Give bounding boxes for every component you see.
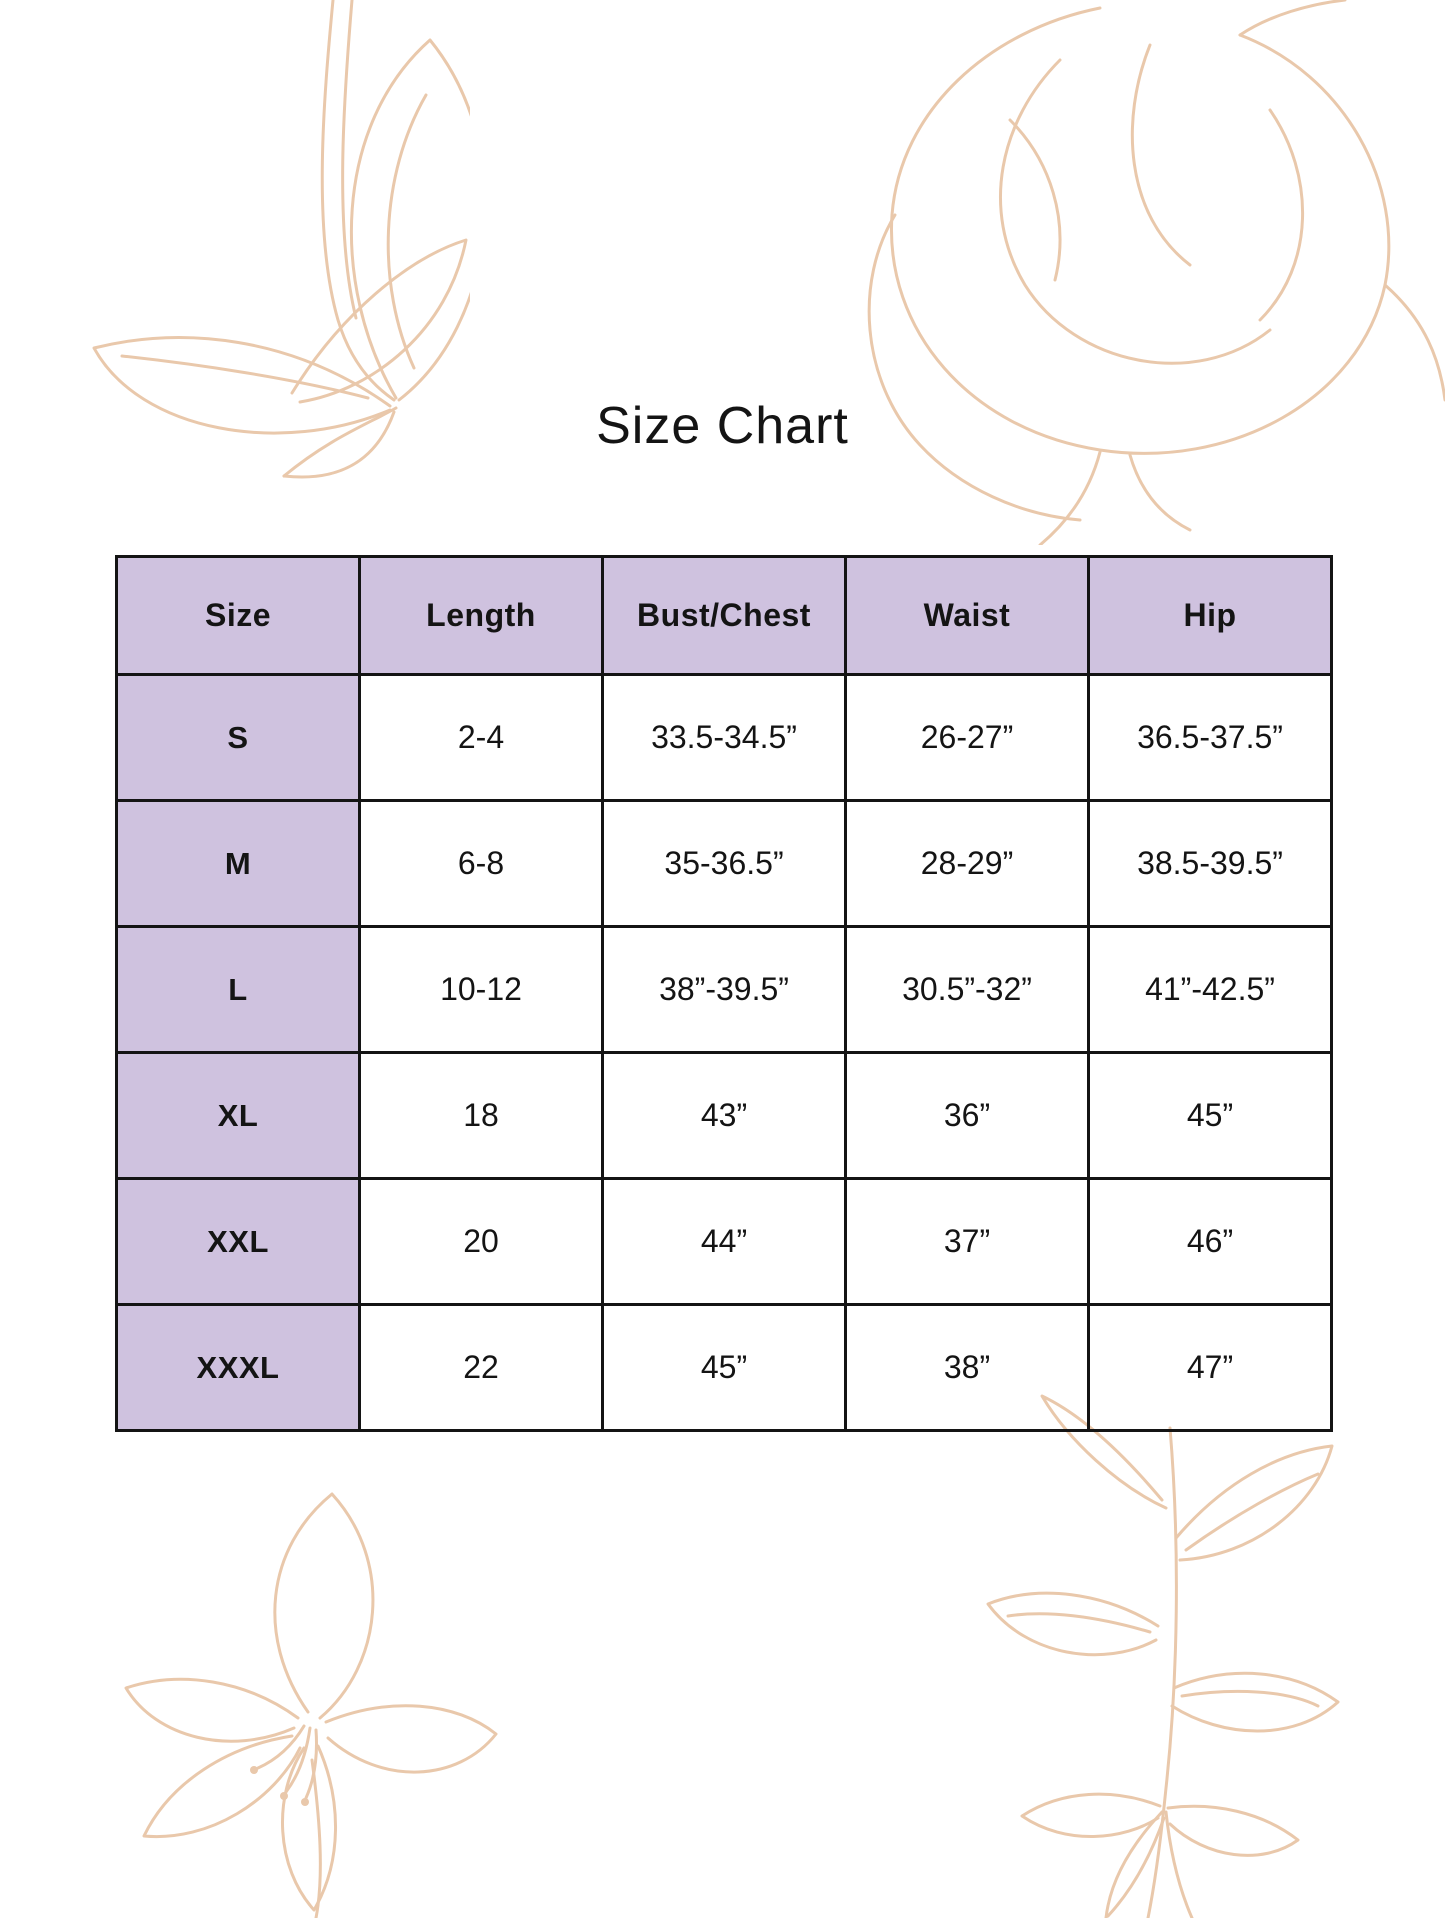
table-row-xxxl: [117, 1305, 1332, 1431]
header-cell-length: Length: [360, 557, 603, 675]
cell-waist: 38”: [846, 1305, 1089, 1431]
cell-bust: 33.5-34.5”: [603, 675, 846, 801]
leafy-branch-bottom-right-icon: [870, 1388, 1445, 1918]
table-row-xxl: [117, 1179, 1332, 1305]
cell-length: 6-8: [360, 801, 603, 927]
cell-bust: 35-36.5”: [603, 801, 846, 927]
cell-length: 22: [360, 1305, 603, 1431]
cell-waist: 30.5”-32”: [846, 927, 1089, 1053]
cell-hip: 36.5-37.5”: [1089, 675, 1332, 801]
cell-length: 18: [360, 1053, 603, 1179]
cell-length: 20: [360, 1179, 603, 1305]
header-cell-waist: Waist: [846, 557, 1089, 675]
page-title: Size Chart: [596, 397, 849, 455]
table-row-s: [117, 675, 1332, 801]
cell-bust: 43”: [603, 1053, 846, 1179]
cell-hip: 41”-42.5”: [1089, 927, 1332, 1053]
header-cell-hip: Hip: [1089, 557, 1332, 675]
size-chart-table: [115, 555, 1333, 1432]
cell-waist: 26-27”: [846, 675, 1089, 801]
cell-size: XL: [117, 1053, 360, 1179]
table-row-m: [117, 801, 1332, 927]
cell-bust: 44”: [603, 1179, 846, 1305]
cell-length: 2-4: [360, 675, 603, 801]
cell-hip: 46”: [1089, 1179, 1332, 1305]
cell-bust: 38”-39.5”: [603, 927, 846, 1053]
cell-hip: 47”: [1089, 1305, 1332, 1431]
cell-size: XXL: [117, 1179, 360, 1305]
cell-hip: 45”: [1089, 1053, 1332, 1179]
cell-waist: 28-29”: [846, 801, 1089, 927]
header-cell-bust-chest: Bust/Chest: [603, 557, 846, 675]
header-row: [117, 557, 1332, 675]
cell-size: M: [117, 801, 360, 927]
cell-size: S: [117, 675, 360, 801]
cell-hip: 38.5-39.5”: [1089, 801, 1332, 927]
cell-length: 10-12: [360, 927, 603, 1053]
table-row-xl: [117, 1053, 1332, 1179]
flower-top-right-icon: [800, 0, 1445, 545]
cell-waist: 37”: [846, 1179, 1089, 1305]
cell-waist: 36”: [846, 1053, 1089, 1179]
table-row-l: [117, 927, 1332, 1053]
cell-size: XXXL: [117, 1305, 360, 1431]
flower-bottom-left-icon: [60, 1470, 500, 1918]
header-cell-size: Size: [117, 557, 360, 675]
cell-bust: 45”: [603, 1305, 846, 1431]
cell-size: L: [117, 927, 360, 1053]
